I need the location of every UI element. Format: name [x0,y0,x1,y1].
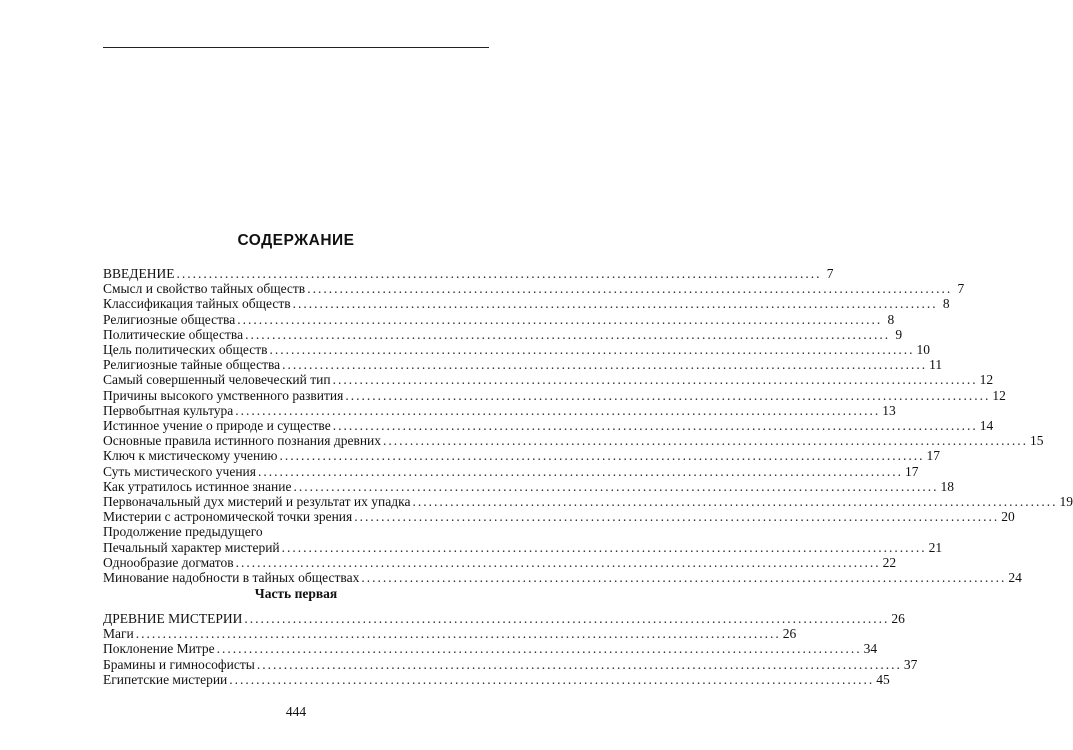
toc-entry-page: 17 [926,448,941,464]
toc-entry-label: Продолжение предыдущего [103,524,263,540]
toc-entry [103,554,897,570]
toc-entry-page: 8 [942,296,950,312]
toc-entry [103,494,1073,510]
toc-leader-dots: ........................................................................................................................ [245,326,891,342]
toc-entry-page: 19 [1059,494,1073,510]
toc-leader-dots: ........................................................................................................................ [293,478,939,494]
toc-entry-label: Первобытная культура [103,402,234,418]
toc-entry-page: 8 [887,311,895,327]
toc-entry-label: Мистерии с астрономической точки зрения [103,509,353,525]
toc-entry [103,326,903,342]
toc-leader-dots: ........................................................................................................................ [332,372,978,388]
toc-entry-label: Печальный характер мистерий [103,539,280,555]
toc-leader-dots: ........................................................................................................................ [269,342,915,358]
toc-entry [103,433,1044,449]
toc-entry-page: 17 [904,463,919,479]
toc-leader-dots: ........................................................................................................................ [345,387,991,403]
toc-entry-page: 15 [1030,433,1044,449]
toc-entry [103,281,965,297]
toc-entry-label: Основные правила истинного познания древних [103,433,382,449]
toc-entry-label: Поклонение Митре [103,641,215,657]
toc-entry-page: 24 [1008,570,1022,586]
toc-entry [103,266,834,281]
toc-leader-dots: ........................................................................................................................ [361,570,1007,586]
toc-entry [103,626,797,642]
toc-entry-label: Цель политических обществ [103,342,268,358]
toc-entry [103,524,489,539]
toc-entry-label: Религиозные общества [103,311,236,327]
toc-entry-page: 22 [882,554,897,570]
toc-entry-label: Политические общества [103,326,244,342]
toc-leader-dots: ........................................................................................................................ [237,311,883,327]
toc-leader-dots: ........................................................................................................................ [282,357,928,373]
toc-entry [103,611,905,626]
toc-entry-page: 13 [882,402,896,418]
toc-leader-dots: ........................................................................................................................ [292,296,938,312]
toc-leader-dots: ........................................................................................................................ [354,509,1000,525]
toc-leader-dots: ........................................................................................................................ [307,281,953,297]
toc-entry-label: Классификация тайных обществ [103,296,291,312]
toc-entry-page: 14 [979,418,994,434]
toc-leader-dots: ........................................................................................................................ [257,463,903,479]
toc-entry-label: Однообразие догматов [103,554,234,570]
toc-leader-dots: ........................................................................................................................ [235,554,881,570]
toc-entry-page: 26 [782,626,797,642]
toc-entry-page: 12 [979,372,994,388]
toc-part1-list [103,611,918,687]
top-rule [103,47,489,48]
toc-entry [103,478,954,494]
toc-entry-label: Смысл и свойство тайных обществ [103,281,306,297]
toc-entry-page: 34 [863,641,878,657]
toc-entry-page: 26 [891,611,905,626]
toc-intro-list [103,266,1073,586]
toc-entry-label: ВВЕДЕНИЕ [103,266,175,281]
toc-entry-label: Причины высокого умственного развития [103,387,344,403]
toc-leader-dots: ........................................................................................................................ [412,494,1058,510]
toc-entry-label: Истинное учение о природе и существе [103,418,331,434]
toc-entry [103,509,1015,525]
toc-entry [103,641,878,657]
toc-entry-label: Суть мистического учения [103,463,256,479]
toc-leader-dots: ........................................................................................................................ [383,433,1029,449]
toc-entry-page: 21 [928,539,943,555]
toc-entry-page: 11 [929,357,943,373]
toc-entry [103,671,890,687]
toc-entry-page: 7 [957,281,965,297]
toc-entry-label: Религиозные тайные общества [103,357,281,373]
toc-entry [103,570,1022,586]
toc-entry-page: 18 [940,478,954,494]
toc-entry [103,418,994,434]
toc-entry [103,463,919,479]
toc-entry [103,357,943,373]
toc-entry [103,656,918,672]
toc-entry-label: Ключ к мистическому учению [103,448,278,464]
toc-entry-label: ДРЕВНИЕ МИСТЕРИИ [103,611,243,626]
toc-entry [103,448,941,464]
toc-entry-page: 10 [916,342,931,358]
toc-entry-page: 9 [895,326,903,342]
toc-entry-label: Минование надобности в тайных обществах [103,570,360,586]
toc-entry [103,296,950,312]
toc-leader-dots: ........................................................................................................................ [279,448,925,464]
toc-entry [103,372,994,388]
toc-entry-page: 45 [876,671,890,687]
toc-entry-label: Маги [103,626,134,642]
toc-leader-dots: ........................................................................................................................ [281,539,927,555]
toc-entry-label: Брамины и гимнософисты [103,656,255,672]
toc-entry [103,342,931,358]
toc-leader-dots: ........................................................................................................................ [135,626,781,642]
part-heading: Часть первая [254,586,338,601]
toc-entry-page: 37 [903,656,918,672]
toc-entry-page: 12 [992,387,1006,403]
toc-entry [103,387,1006,403]
toc-entry-page: 20 [1001,509,1015,525]
page-number: 444 [285,704,307,719]
toc-entry [103,311,895,327]
toc-entry-label: Как утратилось истинное знание [103,478,292,494]
toc-entry [103,539,943,555]
toc-entry-label: Первоначальный дух мистерий и результат их упадка [103,494,411,510]
toc-entry-label: Египетские мистерии [103,671,228,687]
page-title: СОДЕРЖАНИЕ [237,232,355,249]
toc-entry [103,402,896,418]
toc-entry-label: Самый совершенный человеческий тип [103,372,331,388]
toc-leader-dots: ........................................................................................................................ [244,611,890,626]
toc-leader-dots: ........................................................................................................................ [332,418,978,434]
toc-entry-page: 7 [826,266,834,281]
toc-leader-dots: ........................................................................................................................ [235,402,881,418]
toc-leader-dots: ........................................................................................................................ [229,671,875,687]
toc-leader-dots: ........................................................................................................................ [216,641,862,657]
toc-leader-dots: ........................................................................................................................ [256,656,902,672]
toc-leader-dots: ........................................................................................................................ [176,266,822,281]
